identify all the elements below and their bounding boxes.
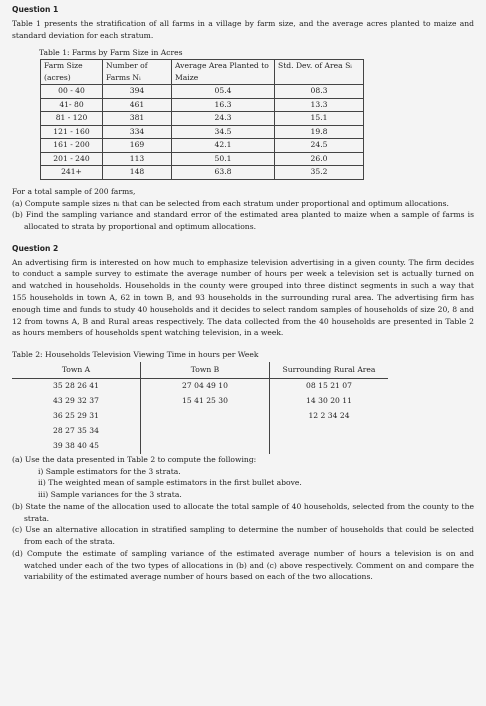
question-2-part-b: (b) State the name of the allocation used to allocate the total sample of 40 households, selected from the county to the strata. <box>12 501 474 523</box>
question-2-part-a-iii: iii) Sample variances for the 3 strata. <box>38 490 182 500</box>
question-2-title: Question 2 <box>12 243 59 253</box>
table-2-header-rural: Surrounding Rural Area <box>270 362 389 379</box>
table-1-cell: 15.1 <box>275 112 364 126</box>
question-2-intro: An advertising firm is interested on how much to emphasize television advertising in a given county. The firm decides to conduct a sample survey to estimate the average number of hours per week a television set is actually turned on and watched in households. Households in the county were grouped into three distinct segments in such a way that 155 households in town A, 62 in town B, and 93 households in the surrounding rural area. The advertising firm has enough time and funds to study 40 households and it decides to select random samples of households of size 20, 8 and 12 from towns A, B and Rural areas respectively. The data collected from the 40 households are presented in Table 2 as hours members of households spent watching television, in a week. <box>12 257 474 338</box>
table-1-cell: 08.3 <box>275 85 364 99</box>
table-1-cell: 50.1 <box>172 152 275 166</box>
table-2-row <box>12 424 388 439</box>
table-2-cell <box>270 439 389 454</box>
table-2-row <box>12 439 388 454</box>
table-1-cell: 201 - 240 <box>41 152 103 166</box>
table-2-row <box>12 394 388 409</box>
table-1-cell: 381 <box>103 112 172 126</box>
question-2-part-d: (d) Compute the estimate of sampling variance of the estimated average number of hours a television is on and watched under each of the two types of allocations in (b) and (c) above respectively. Comment on and compare the variability of the estimated average number of hours based on each of the two allocations. <box>12 548 474 582</box>
table-1-header-farm-size: Farm Size (acres) <box>41 60 103 85</box>
table-2-body <box>12 378 388 454</box>
table-1-cell: 24.5 <box>275 139 364 153</box>
question-1-part-b: (b) Find the sampling variance and standard error of the estimated area planted to maize when a sample of farms is allocated to strata by proportional and optimum allocations. <box>12 210 474 232</box>
table-1-caption: Table 1: Farms by Farm Size in Acres <box>39 48 183 58</box>
table-1-cell: 63.8 <box>172 166 275 180</box>
table-2-cell <box>141 409 270 424</box>
table-2-header-town-b: Town B <box>141 362 270 379</box>
question-1-intro: Table 1 presents the stratification of all farms in a village by farm size, and the average acres planted to maize and standard deviation for each stratum. <box>12 18 474 40</box>
table-2 <box>12 362 388 454</box>
table-1-header-row <box>41 60 364 85</box>
table-1-cell: 334 <box>103 125 172 139</box>
table-1-cell: 35.2 <box>275 166 364 180</box>
table-1-cell: 81 - 120 <box>41 112 103 126</box>
table-2-cell <box>270 424 389 439</box>
table-1-row <box>41 98 364 112</box>
table-1-cell: 148 <box>103 166 172 180</box>
table-2-cell: 35 28 26 41 <box>53 381 99 391</box>
question-2-part-c: (c) Use an alternative allocation in stratified sampling to determine the number of households that could be selected from each of the strata. <box>12 525 474 547</box>
table-1-cell: 169 <box>103 139 172 153</box>
question-1-part-a: (a) Compute sample sizes nᵢ that can be selected from each stratum under proportional and optimum allocations. <box>12 198 449 208</box>
table-1-cell: 461 <box>103 98 172 112</box>
table-2-cell: 43 29 32 37 <box>53 396 99 406</box>
table-1-header-std-dev: Std. Dev. of Area Sᵢ <box>275 60 364 85</box>
table-1-cell: 41- 80 <box>41 98 103 112</box>
table-2-header-town-a: Town A <box>12 362 141 379</box>
table-2-row <box>12 378 388 394</box>
table-1-cell: 24.3 <box>172 112 275 126</box>
table-1-cell: 26.0 <box>275 152 364 166</box>
table-2-caption: Table 2: Households Television Viewing Time in hours per Week <box>12 350 259 360</box>
table-2-cell: 14 30 20 11 <box>270 394 389 409</box>
table-1-cell: 00 - 40 <box>41 85 103 99</box>
question-2-part-a: (a) Use the data presented in Table 2 to compute the following: <box>12 454 257 464</box>
table-2-cell: 12 2 34 24 <box>270 409 389 424</box>
question-2-part-a-ii: ii) The weighted mean of sample estimators in the first bullet above. <box>38 478 302 488</box>
table-1-cell: 05.4 <box>172 85 275 99</box>
table-1 <box>40 47 364 180</box>
table-1-cell: 121 - 160 <box>41 125 103 139</box>
table-1-cell: 394 <box>103 85 172 99</box>
table-2-cell: 27 04 49 10 <box>141 378 270 394</box>
table-1-cell: 19.8 <box>275 125 364 139</box>
table-2-cell: 08 15 21 07 <box>270 378 389 394</box>
table-2-header-row <box>12 362 388 379</box>
table-2-cell <box>141 424 270 439</box>
table-1-header-number-of-farms: Number of Farms Nᵢ <box>103 60 172 85</box>
table-1-cell: 241+ <box>41 166 103 180</box>
table-2-cell <box>141 439 270 454</box>
table-1-row <box>41 166 364 180</box>
table-1-cell: 42.1 <box>172 139 275 153</box>
table-1-body <box>41 85 364 180</box>
table-1-row <box>41 139 364 153</box>
table-2-cell: 36 25 29 31 <box>53 411 99 421</box>
table-1-cell: 16.3 <box>172 98 275 112</box>
table-1-cell: 161 - 200 <box>41 139 103 153</box>
question-1-sample-note: For a total sample of 200 farms, <box>12 186 136 196</box>
table-2-cell: 39 38 40 45 <box>53 441 99 451</box>
question-1-title: Question 1 <box>12 5 59 14</box>
question-2-part-a-i: i) Sample estimators for the 3 strata. <box>38 466 181 476</box>
table-1-header-average-area: Average Area Planted to Maize <box>172 60 275 85</box>
table-2-cell: 28 27 35 34 <box>53 426 99 436</box>
table-1-cell: 13.3 <box>275 98 364 112</box>
table-2-row <box>12 409 388 424</box>
table-1-cell: 113 <box>103 152 172 166</box>
table-1-row <box>41 85 364 99</box>
table-1-row <box>41 152 364 166</box>
table-1-row <box>41 125 364 139</box>
table-2-cell: 15 41 25 30 <box>141 394 270 409</box>
table-1-row <box>41 112 364 126</box>
table-1-cell: 34.5 <box>172 125 275 139</box>
